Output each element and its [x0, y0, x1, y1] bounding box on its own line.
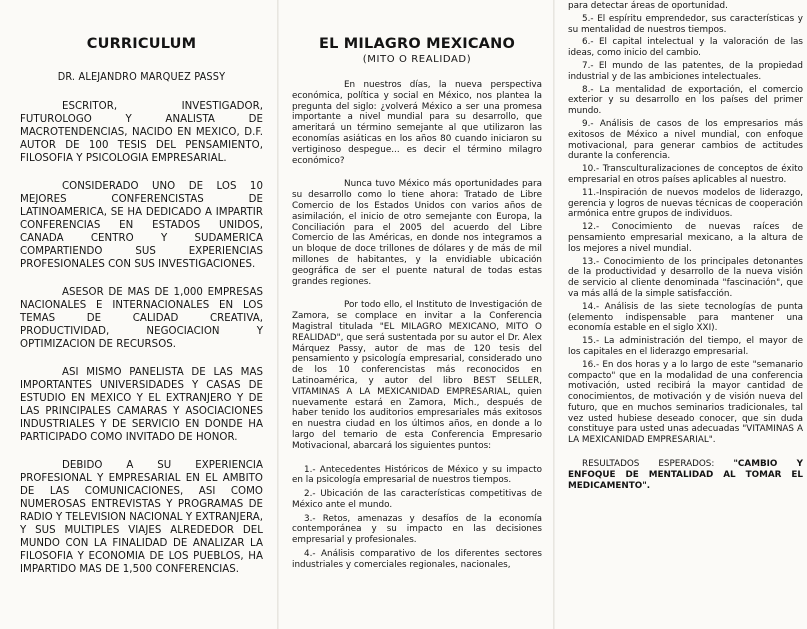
topic-list-part-2: [568, 1, 803, 446]
list-item: 5.- El espíritu emprendedor, sus características y su mentalidad de nuestros tiempos.: [568, 13, 803, 35]
author-name: DR. ALEJANDRO MARQUEZ PASSY: [57, 70, 226, 83]
milagro-title: EL MILAGRO MEXICANO: [319, 36, 515, 52]
list-item: 15.- La administración del tiempo, el mayor de los capitales en el liderazgo empresarial.: [568, 336, 803, 357]
fold-line-left: [277, 0, 279, 629]
bio-paragraph-3: ASESOR DE MAS DE 1,000 EMPRESAS NACIONALES E INTERNACIONALES EN LOS TEMAS DE CALIDAD CREATIVA, PRODUCTIVIDAD, NEGOCIACION Y OPTIMIZACION DE RECURSOS.: [20, 287, 263, 350]
list-item: 2.- Ubicación de las características competitivas de México ante el mundo.: [292, 489, 542, 510]
list-item: 6.- El capital intelectual y la valoración de las ideas, como inicio del cambio.: [568, 37, 803, 59]
expected-results: [568, 459, 803, 492]
intro-paragraph-3: Por todo ello, el Instituto de Investigación de Zamora, se complace en invitar a la Conferencia Magistral titulada "EL MILAGRO MEXICANO, MITO O REALIDAD", que será sustentada por su autor el Dr. Alex Márquez Passy, autor de mas de 120 tesis del pensamiento y psicología empresarial, considerado uno de los 10 conferencistas más reconocidos en Latinoamérica, y autor del libro BEST SELLER, VITAMINAS A LA MEXICANIDAD EMPRESARIAL, quien nuevamente estará en Zamora, Mich., después de haber tenido los auditorios empresariales más exitosos en nuestra ciudad en los últimos años, en donde a lo largo del temario de esta Conferencia Empresario Motivacional, abarcará los siguientes puntos:: [292, 300, 542, 451]
list-item: 7.- El mundo de las patentes, de la propiedad industrial y de las ambiciones intelectuales.: [568, 60, 803, 82]
list-item: 9.- Análisis de casos de los empresarios más exitosos de México a nivel mundial, con enfoque motivacional, para generar cambios de actitudes durante la conferencia.: [568, 118, 803, 162]
list-item: 12.- Conocimiento de nuevas raíces de pensamiento empresarial mexicano, a la altura de los mejores a nivel mundial.: [568, 222, 803, 254]
bio-paragraph-4: ASI MISMO PANELISTA DE LAS MAS IMPORTANTES UNIVERSIDADES Y CASAS DE ESTUDIO EN MEXICO Y EL EXTRANJERO Y DE LAS PRINCIPALES CAMARAS Y ASOCIACIONES INDUSTRIALES Y DE SERVICIO EN DONDE HA PARTICIPADO COMO INVITADO DE HONOR.: [20, 367, 263, 443]
results-label: RESULTADOS ESPERADOS:: [582, 459, 715, 470]
list-item: 10.- Transculturalizaciones de conceptos de éxito empresarial en otros países aplicables al nuestro.: [568, 164, 803, 185]
bio-paragraph-5: DEBIDO A SU EXPERIENCIA PROFESIONAL Y EMPRESARIAL EN EL AMBITO DE LAS COMUNICACIONES, ASI COMO NUMEROSAS ENTREVISTAS Y PROGRAMAS DE RADIO Y TELEVISION NACIONAL Y EXTRANJERA, Y SUS MULTIPLES VIAJES ALREDEDOR DEL MUNDO CON LA FINALIDAD DE ANALIZAR LA FILOSOFIA Y ECONOMIA DE LOS PUEBLOS, HA IMPARTIDO MAS DE 1,500 CONFERENCIAS.: [20, 460, 263, 575]
bio-paragraph-1: ESCRITOR, INVESTIGADOR, FUTUROLOGO Y ANALISTA DE MACROTENDENCIAS, NACIDO EN MEXICO, D.F. AUTOR DE 100 TESIS DEL PENSAMIENTO, FILOSOFIA Y PSICOLOGIA EMPRESARIAL.: [20, 101, 263, 164]
list-item: 11.-Inspiración de nuevos modelos de liderazgo, gerencia y logros de nuevas técnicas de cooperación armónica entre grupos de individuos.: [568, 187, 803, 220]
topic-list-part-1: [292, 465, 542, 571]
list-item: 16.- En dos horas y a lo largo de este "semanario compacto" que en la modalidad de una conferencia motivación, usted recibirá la mayor cantidad de conocimientos, de motivación y de visión nueva del futuro, que en muchos seminarios tradicionales, tal vez usted hubiese deseado conocer, que sin duda constituye para usted unas adecuadas "VITAMINAS A LA MEXICANIDAD EMPRESARIAL".: [568, 359, 803, 446]
curriculum-panel: [0, 0, 277, 629]
results-text: "CAMBIO Y ENFOQUE DE MENTALIDAD AL TOMAR EL MEDICAMENTO".: [568, 459, 804, 492]
list-item: 1.- Antecedentes Históricos de México y su impacto en la psicología empresarial de nuestros tiempos.: [292, 464, 542, 486]
topics-panel: [556, 0, 807, 629]
curriculum-title: CURRICULUM: [86, 36, 197, 52]
list-item: 4.- Análisis comparativo de los diferentes sectores industriales y comerciales regionales, nacionales,: [292, 549, 542, 570]
list-item: 3.- Retos, amenazas y desafíos de la economía contemporánea y su impacto en las decisiones empresarial y profesionales.: [292, 513, 542, 546]
bio-paragraph-2: CONSIDERADO UNO DE LOS 10 MEJORES CONFERENCISTAS DE LATINOAMERICA, SE HA DEDICADO A IMPARTIR CONFERENCIAS EN ESTADOS UNIDOS, CANADA CENTRO Y SUDAMERICA COMPARTIENDO SUS EXPERIENCIAS PROFESIONALES CON SUS INVESTIGACIONES.: [20, 181, 263, 270]
list-item-continuation: para detectar áreas de oportunidad.: [568, 1, 728, 11]
milagro-subtitle: (MITO O REALIDAD): [362, 54, 472, 65]
fold-line-right: [553, 0, 555, 629]
list-item: 13.- Conocimiento de los principales detonantes de la productividad y desarrollo de la nueva visión de servicio al cliente denominada "fascinación", que va más allá de la simple satisfacción.: [568, 256, 803, 299]
intro-paragraph-2: Nunca tuvo México más oportunidades para su desarrollo como lo tiene ahora: Tratado de Libre Comercio de los Estados Unidos con varios años de asimilación, el inicio de otro semejante con Europa, la Conciliación para el 2005 del acuerdo del Libre Comercio de las Américas, en donde nos integramos a un bloque de doce trillones de dólares y de más de mil millones de habitantes, y la envidiable ubicación geográfica de ser el puente natural de todas estas grandes regiones.: [292, 179, 542, 287]
list-item: 14.- Análisis de las siete tecnologías de punta (elemento indispensable para mantener una economía estable en el siglo XXI).: [568, 301, 803, 334]
list-item: 8.- La mentalidad de exportación, el comercio exterior y su desarrollo en los países del primer mundo.: [568, 84, 803, 117]
milagro-panel: [280, 0, 552, 629]
intro-paragraph-1: En nuestros días, la nueva perspectiva económica, política y social en México, nos plantea la pregunta del siglo: ¿volverá México a ser una promesa importante a nivel mundial para su desarrollo, que ameritará un término semejante al que utilizaron las economías asiáticas en los años 80 cuando iniciaron su vertiginoso despegue... es decir el término milagro económico?: [292, 80, 542, 166]
